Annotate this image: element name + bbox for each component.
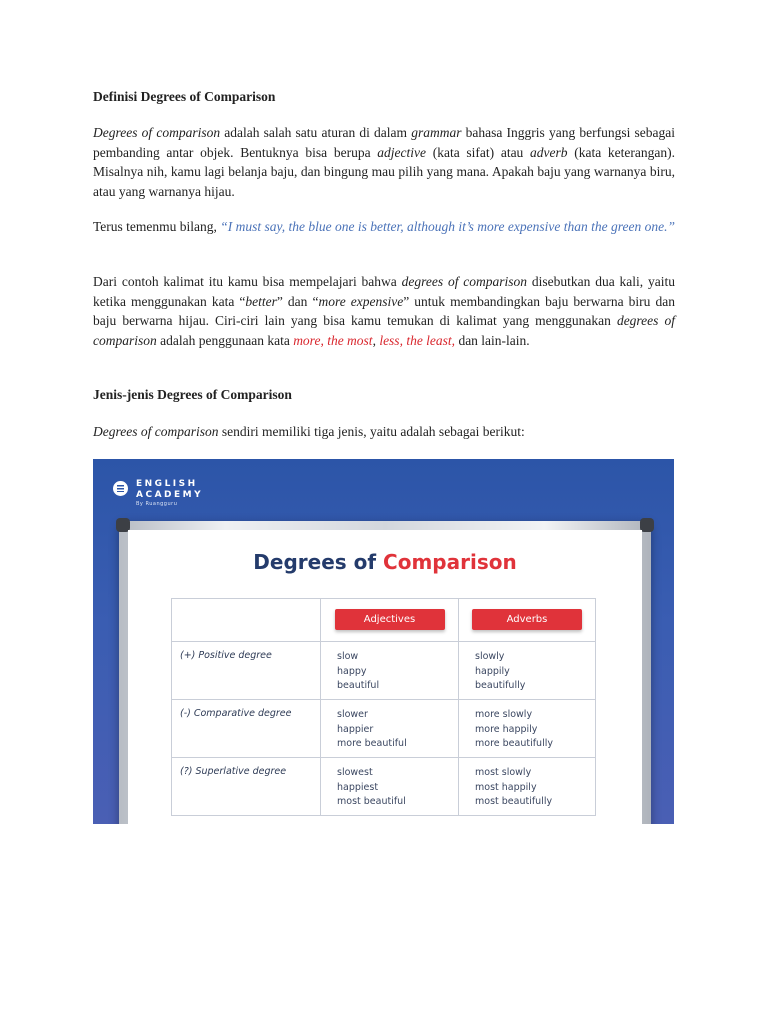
word: slowest	[337, 767, 373, 778]
word: more beautiful	[337, 738, 407, 749]
table-row	[172, 700, 596, 758]
paragraph-example	[93, 217, 675, 237]
word: most happily	[475, 781, 537, 793]
infographic-title	[128, 550, 642, 574]
term-adverb: adverb	[530, 144, 568, 160]
paragraph-definition	[93, 123, 675, 201]
row-label-cell	[172, 700, 321, 758]
term-degrees-of-comparison: Degrees of comparison	[93, 424, 219, 439]
word: slowly	[475, 651, 505, 662]
adjectives-cell	[321, 700, 459, 758]
text-span: Dari contoh kalimat itu kamu bisa mempelajari bahwa	[93, 274, 402, 289]
title-part-1: Degrees of	[253, 550, 384, 574]
text-span: (kata sifat) atau	[426, 144, 531, 160]
term-degrees-of-comparison: degrees of comparison	[401, 274, 528, 289]
word: beautifully	[475, 680, 526, 691]
adjective-list	[321, 758, 458, 810]
adverb-list	[459, 758, 595, 810]
adjective-list	[321, 642, 458, 694]
keyword-more: more	[293, 332, 321, 348]
text-span: bahasa Inggris yang berfungsi sebagai pembanding antar objek. Bentuknya bisa berupa	[93, 125, 676, 160]
term-degrees-of-comparison: degrees of comparison	[93, 313, 675, 348]
text-span: dan lain-lain.	[455, 332, 530, 348]
adjectives-cell	[321, 758, 459, 816]
term-degrees-of-comparison: Degrees of comparison	[93, 125, 221, 140]
word: most beautiful	[337, 796, 406, 807]
adjectives-header: Adjectives	[335, 609, 445, 630]
row-label-cell	[172, 642, 321, 700]
adverbs-header: Adverbs	[472, 609, 582, 630]
word: happily	[475, 665, 510, 677]
column-header-cell	[321, 599, 459, 642]
positive-degree-label: (+) Positive degree	[180, 650, 272, 661]
paragraph-explanation	[93, 272, 675, 350]
example-quote: “I must say, the blue one is better, although it’s more expensive than the green one.”	[220, 219, 675, 234]
table-corner-cell	[172, 599, 321, 642]
word: slow	[337, 651, 359, 662]
term-grammar: grammar	[411, 125, 462, 140]
keyword-less: less	[379, 332, 400, 348]
word: slower	[337, 709, 368, 720]
adjectives-cell	[321, 642, 459, 700]
word: beautiful	[337, 680, 380, 691]
word: more slowly	[475, 709, 533, 720]
degrees-of-comparison-infographic	[93, 459, 674, 824]
comparison-table	[171, 598, 596, 816]
table-row	[172, 642, 596, 700]
whiteboard	[128, 530, 642, 824]
text-span: ” dan “	[276, 293, 319, 309]
comparative-degree-label: (-) Comparative degree	[180, 708, 292, 719]
adverb-list	[459, 700, 595, 752]
paragraph-types-intro	[93, 422, 675, 442]
word: most slowly	[475, 767, 532, 778]
word: most beautifully	[475, 796, 553, 807]
english-academy-logo	[113, 479, 203, 508]
term-adjective: adjective	[377, 144, 426, 160]
brand-line-2: ACADEMY	[136, 490, 204, 500]
word: happy	[337, 665, 367, 677]
term-better: better	[245, 293, 277, 309]
word: more beautifully	[475, 738, 553, 749]
adverb-list	[459, 642, 595, 694]
keyword-separator: ,	[399, 332, 407, 348]
column-header-cell	[459, 599, 596, 642]
text-span: (kata keterangan). Misalnya nih, kamu lagi belanja baju, dan bingung mau pilih yang mana. Apakah baju yang warnanya biru, atau yang warnanya hijau.	[93, 144, 675, 199]
adjective-list	[321, 700, 458, 752]
text-span: adalah penggunaan kata	[156, 332, 294, 348]
brand-chat-icon	[113, 481, 128, 496]
word: happier	[337, 723, 374, 735]
brand-subtitle: By Ruangguru	[136, 501, 178, 507]
adverbs-cell	[459, 642, 596, 700]
text-span: adalah salah satu aturan di dalam	[220, 125, 412, 140]
whiteboard-frame	[119, 521, 651, 824]
table-header-row	[172, 599, 596, 642]
adverbs-cell	[459, 700, 596, 758]
keyword-separator: ,	[320, 332, 328, 348]
superlative-degree-label: (?) Superlative degree	[180, 766, 287, 777]
frame-corner	[640, 518, 654, 532]
row-label-cell	[172, 758, 321, 816]
title-part-2: Comparison	[383, 550, 517, 574]
keyword-the-least: the least,	[406, 332, 456, 348]
text-span: Terus temenmu bilang,	[93, 219, 221, 234]
text-span: ” untuk membandingkan baju berwarna biru dan baju berwarna hijau. Ciri-ciri lain yang bisa kamu temukan di kalimat yang menggunakan	[93, 293, 675, 328]
text-span: disebutkan dua kali, yaitu ketika menggunakan kata “	[93, 274, 675, 309]
word: happiest	[337, 781, 379, 793]
table-row	[172, 758, 596, 816]
adverbs-cell	[459, 758, 596, 816]
keyword-the-most: the most	[327, 332, 373, 348]
term-more-expensive: more expensive	[318, 293, 404, 309]
brand-line-1: ENGLISH	[136, 479, 198, 489]
word: more happily	[475, 723, 538, 735]
text-span: sendiri memiliki tiga jenis, yaitu adalah sebagai berikut:	[218, 424, 525, 439]
heading-definisi: Definisi Degrees of Comparison	[93, 89, 276, 104]
text-span: ,	[372, 332, 380, 348]
heading-jenis: Jenis-jenis Degrees of Comparison	[93, 387, 292, 402]
